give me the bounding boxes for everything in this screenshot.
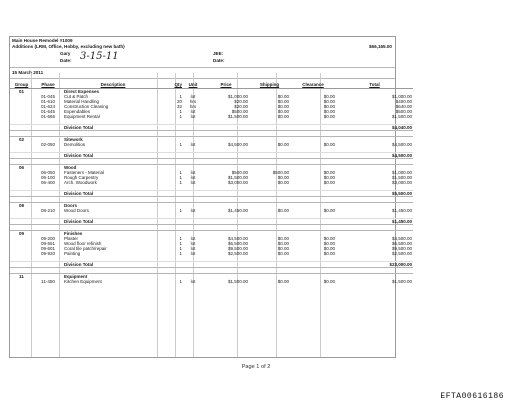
schedule-body (10, 89, 413, 285)
line-qty: 1 (179, 246, 182, 251)
line-description: Material Handling (64, 99, 100, 104)
phase-code: 11-450 (41, 279, 55, 284)
line-qty: 32 (176, 104, 182, 109)
line-total: $1,000.00 (391, 170, 412, 175)
phase-code: 01-645 (40, 109, 55, 114)
line-description: Wood floor refinish (64, 241, 102, 246)
date-divider (10, 78, 395, 79)
line-clearance: $0.00 (323, 114, 335, 119)
division-name: Doors (63, 203, 163, 209)
line-price: $9,500.00 (227, 246, 248, 251)
line-total: $4,500.00 (391, 236, 412, 241)
line-unit: lot (190, 236, 196, 241)
line-description: Cut & Patch (64, 94, 89, 99)
line-unit: lot (190, 246, 196, 251)
line-shipping: $0.00 (277, 109, 289, 114)
project-subtitle: Additions (LRM, Office, Hobby, excluding new bath) (12, 44, 125, 49)
line-unit: lot (190, 279, 196, 284)
line-clearance: $0.00 (323, 246, 335, 251)
line-shipping: $0.00 (277, 104, 289, 109)
line-total: $9,500.00 (391, 246, 412, 251)
phase-code: 06-100 (40, 175, 55, 180)
line-qty: 1 (179, 251, 182, 256)
line-shipping: $0.00 (277, 142, 289, 147)
line-clearance: $0.00 (323, 142, 335, 147)
line-clearance: $0.00 (323, 241, 335, 246)
line-price: $20.00 (234, 99, 248, 104)
division-total-value: $1,450.00 (336, 219, 413, 225)
line-total: $1,500.00 (391, 114, 412, 119)
col-total: Total (336, 81, 413, 89)
division-code: 01 (10, 89, 33, 95)
division-total-label: Division Total (63, 191, 163, 197)
division-total-value: $4,040.00 (336, 125, 413, 131)
line-description: Equipment Rental (64, 114, 100, 119)
date2-label: Date: (213, 58, 225, 63)
line-total: $500.00 (395, 109, 412, 114)
document-date: 15 March 2011 (12, 70, 44, 75)
line-unit: lot (190, 94, 196, 99)
phase-code: 01-624 (40, 104, 55, 109)
jee-label: JEE: (213, 51, 224, 56)
col-group: Group (10, 81, 33, 89)
line-clearance: $0.00 (323, 236, 335, 241)
line-shipping: $0.00 (277, 251, 289, 256)
line-qty: 1 (179, 175, 182, 180)
division-name: Wood (63, 165, 163, 171)
line-shipping: $500.00 (272, 170, 289, 175)
line-clearance: $0.00 (323, 279, 335, 284)
division-name: Sitework (63, 137, 163, 143)
line-unit: lot (190, 241, 196, 246)
division-code: 08 (10, 203, 33, 209)
line-shipping: $0.00 (277, 246, 289, 251)
line-shipping: $0.00 (277, 180, 289, 185)
line-shipping: $0.00 (277, 99, 289, 104)
division-total-label: Division Total (63, 125, 163, 131)
table-row (10, 279, 413, 284)
line-shipping: $0.00 (277, 279, 289, 284)
line-clearance: $0.00 (323, 208, 335, 213)
line-qty: 1 (179, 94, 182, 99)
line-price: $500.00 (231, 170, 248, 175)
division-total-label: Division Total (63, 262, 163, 268)
line-qty: 20 (176, 99, 182, 104)
phase-code: 09-200 (40, 236, 55, 241)
column-header-row (10, 81, 413, 89)
line-clearance: $0.00 (323, 94, 335, 99)
line-qty: 1 (179, 236, 182, 241)
col-qty: Qty (163, 81, 183, 89)
line-description: Expendables (64, 109, 91, 114)
line-unit: lot (190, 251, 196, 256)
division-total-value: $23,000.00 (336, 262, 413, 268)
division-total-label: Division Total (63, 153, 163, 159)
line-price: $1,500.00 (227, 114, 248, 119)
line-price: $6,500.00 (227, 241, 248, 246)
division-name: Finishes (63, 231, 163, 237)
line-total: $1,000.00 (391, 94, 412, 99)
header-divider (10, 67, 395, 68)
estimate-sheet (9, 36, 412, 358)
line-total: $1,500.00 (391, 279, 412, 284)
line-price: $1,500.00 (227, 175, 248, 180)
col-unit: Unit (183, 81, 203, 89)
col-shipping: Shipping (249, 81, 290, 89)
date-label: Date: (60, 58, 72, 63)
line-unit: hrs (189, 104, 197, 109)
line-shipping: $0.00 (277, 208, 289, 213)
client-label: Gary (60, 51, 71, 56)
line-clearance: $0.00 (323, 104, 335, 109)
line-description: Demolition (64, 142, 86, 147)
line-price: $4,500.00 (227, 236, 248, 241)
line-qty: 1 (179, 142, 182, 147)
line-clearance: $0.00 (323, 109, 335, 114)
line-description: Rough Carpentry (64, 175, 99, 180)
line-qty: 1 (179, 180, 182, 185)
line-shipping: $0.00 (277, 94, 289, 99)
line-price: $1,500.00 (227, 279, 248, 284)
line-unit: lot (190, 142, 196, 147)
division-code: 06 (10, 165, 33, 171)
phase-code: 01-665 (40, 114, 55, 119)
phase-code: 09-920 (40, 251, 55, 256)
division-total-label: Division Total (63, 219, 163, 225)
phase-code: 06-400 (40, 180, 55, 185)
division-total-value: $5,500.00 (336, 191, 413, 197)
line-unit: lot (190, 175, 196, 180)
col-price: Price (203, 81, 249, 89)
line-clearance: $0.00 (323, 170, 335, 175)
line-price: $1,000.00 (227, 94, 248, 99)
line-qty: 1 (179, 114, 182, 119)
line-qty: 1 (179, 208, 182, 213)
line-qty: 1 (179, 109, 182, 114)
line-clearance: $0.00 (323, 251, 335, 256)
division-name: Equipment (63, 274, 163, 280)
line-total: $2,500.00 (391, 251, 412, 256)
line-qty: 1 (179, 241, 182, 246)
line-unit: lot (190, 208, 196, 213)
line-description: Kitchen Equipment (64, 279, 102, 284)
cost-schedule-table (10, 81, 413, 284)
phase-code: 06-050 (40, 170, 55, 175)
line-clearance: $0.00 (323, 180, 335, 185)
line-total: $4,500.00 (391, 142, 412, 147)
line-description: Coral tile patch/repair (64, 246, 107, 251)
col-phase: Phase (33, 81, 63, 89)
line-shipping: $0.00 (277, 114, 289, 119)
phase-code: 08-210 (40, 208, 55, 213)
line-shipping: $0.00 (277, 175, 289, 180)
line-unit: lot (190, 109, 196, 114)
line-price: $3,000.00 (227, 180, 248, 185)
col-clearance: Clearance (290, 81, 336, 89)
line-description: Plaster (64, 236, 79, 241)
line-clearance: $0.00 (323, 175, 335, 180)
line-total: $1,450.00 (391, 208, 412, 213)
line-unit: hrs (189, 99, 197, 104)
line-qty: 1 (179, 170, 182, 175)
line-description: Painting (64, 251, 81, 256)
project-title: Main House Remodel #1009 (12, 38, 73, 43)
line-price: $500.00 (231, 109, 248, 114)
line-total: $640.00 (395, 104, 412, 109)
division-code: 09 (10, 231, 33, 237)
handwritten-date: 3-15-11 (80, 51, 119, 62)
line-total: $1,500.00 (391, 175, 412, 180)
phase-code: 01-610 (40, 99, 55, 104)
line-shipping: $0.00 (277, 236, 289, 241)
line-total: $3,000.00 (391, 180, 412, 185)
line-unit: lot (190, 114, 196, 119)
line-description: Wood Doors (64, 208, 89, 213)
line-price: $2,500.00 (227, 251, 248, 256)
phase-code: 02-050 (40, 142, 55, 147)
phase-code: 09-601 (40, 246, 55, 251)
division-code: 02 (10, 137, 33, 143)
division-name: Direct Expenses (63, 89, 163, 95)
line-qty: 1 (179, 279, 182, 284)
line-description: Construction Cleaning (64, 104, 109, 109)
line-price: $4,500.00 (227, 142, 248, 147)
line-total: $6,500.00 (391, 241, 412, 246)
line-total: $400.00 (395, 99, 412, 104)
line-unit: lot (190, 170, 196, 175)
phase-code: 01-045 (40, 94, 55, 99)
line-price: $20.00 (234, 104, 248, 109)
line-clearance: $0.00 (323, 99, 335, 104)
bates-number: EFTA00616186 (440, 392, 504, 401)
division-code: 11 (10, 274, 33, 280)
line-price: $1,450.00 (227, 208, 248, 213)
line-shipping: $0.00 (277, 241, 289, 246)
col-description: Description (63, 81, 163, 89)
page-number: Page 1 of 2 (241, 364, 271, 370)
phase-code: 09-551 (40, 241, 55, 246)
grand-total: $66,165.00 (369, 44, 392, 49)
division-total-value: $4,500.00 (336, 153, 413, 159)
line-description: Arch. Woodwork (64, 180, 97, 185)
line-description: Fasteners - Material (64, 170, 105, 175)
line-unit: lot (190, 180, 196, 185)
